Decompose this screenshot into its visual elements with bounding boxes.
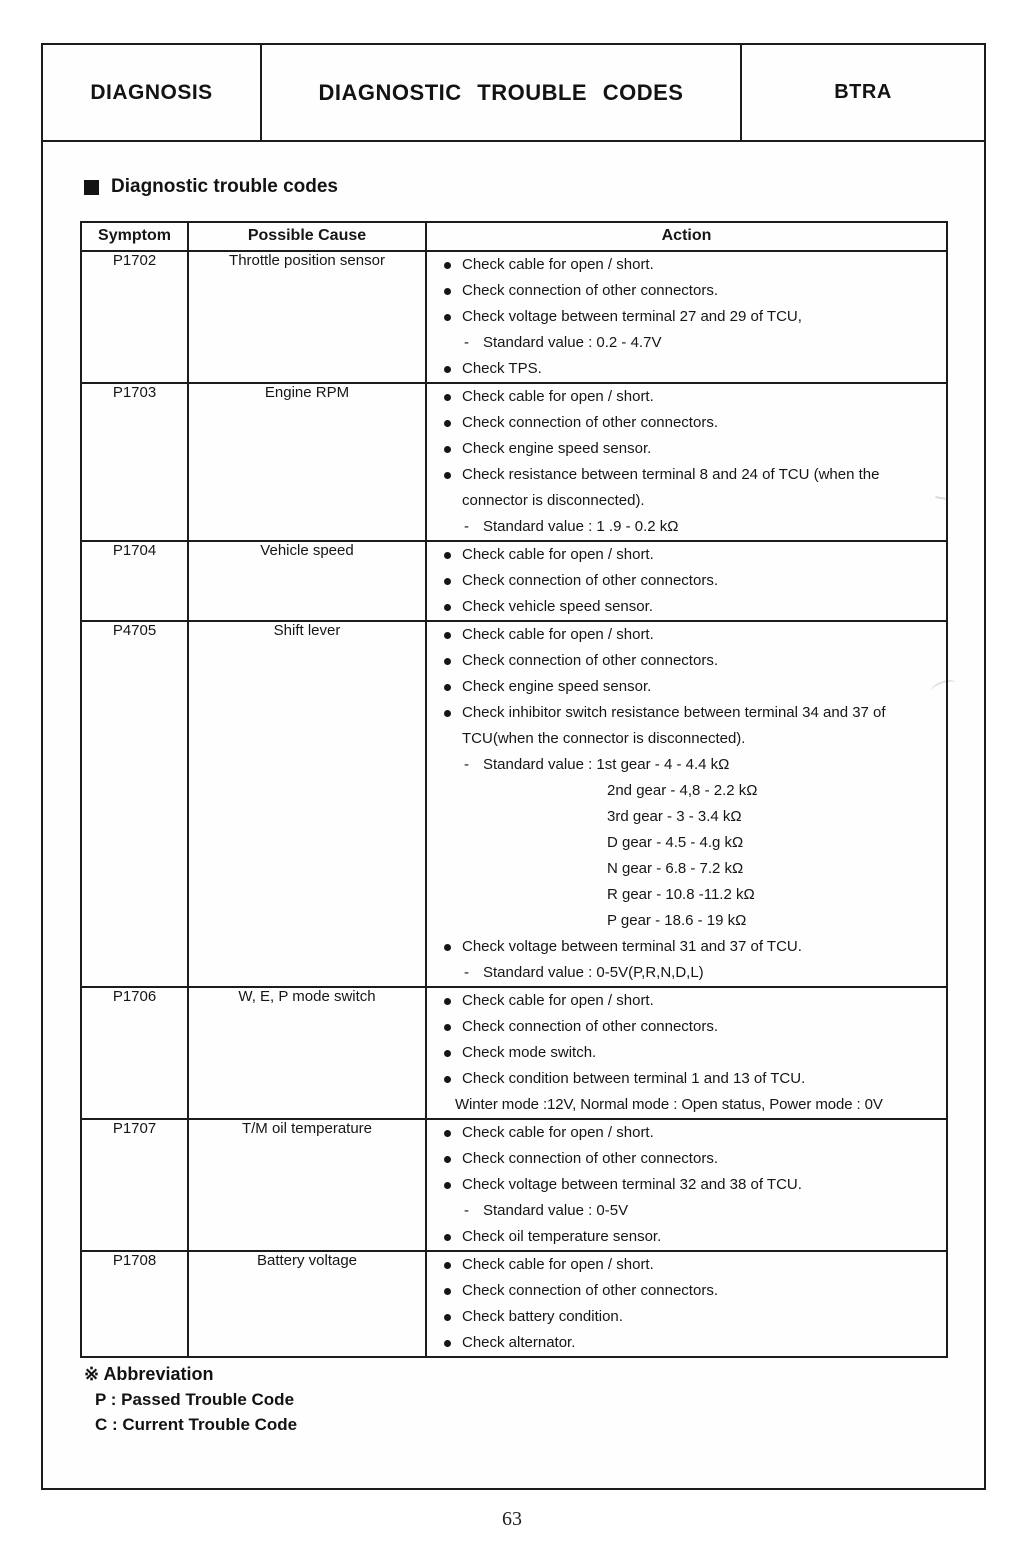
- action-line: [427, 252, 946, 278]
- action-line: [427, 410, 946, 436]
- action-line: [427, 856, 946, 882]
- action-text: Check connection of other connectors.: [462, 1282, 718, 1299]
- bullet-icon: [444, 552, 451, 559]
- action-text: Check cable for open / short.: [462, 546, 654, 563]
- action-cell: [426, 1119, 947, 1251]
- action-text: Check cable for open / short.: [462, 1124, 654, 1141]
- action-line: [427, 1224, 946, 1250]
- action-text: Check engine speed sensor.: [462, 440, 652, 457]
- action-line: [427, 330, 946, 356]
- action-text: Standard value : 1 .9 - 0.2 kΩ: [483, 518, 679, 535]
- action-text: 3rd gear - 3 - 3.4 kΩ: [607, 808, 742, 825]
- bullet-icon: [444, 394, 451, 401]
- bullet-icon: [444, 998, 451, 1005]
- bullet-icon: [444, 1288, 451, 1295]
- abbreviation-item: P : Passed Trouble Code: [95, 1390, 295, 1409]
- column-header-cause: Possible Cause: [188, 222, 426, 251]
- page-number: 63: [502, 1508, 522, 1530]
- table-header-row: [81, 222, 947, 251]
- bullet-icon: [444, 1076, 451, 1083]
- cause-cell: T/M oil temperature: [188, 1119, 426, 1251]
- symptom-cell: P4705: [81, 621, 188, 987]
- action-text: connector is disconnected).: [462, 492, 645, 509]
- action-line: [427, 488, 946, 514]
- action-line: [427, 752, 946, 778]
- action-text: Check engine speed sensor.: [462, 678, 652, 695]
- symptom-cell: P1707: [81, 1119, 188, 1251]
- action-line: [427, 648, 946, 674]
- bullet-icon: [444, 262, 451, 269]
- action-line: [427, 542, 946, 568]
- action-line: [427, 1252, 946, 1278]
- action-text: P gear - 18.6 - 19 kΩ: [607, 912, 747, 929]
- action-text: Winter mode :12V, Normal mode : Open status, Power mode : 0V: [455, 1096, 883, 1113]
- bullet-icon: [444, 420, 451, 427]
- bullet-icon: [444, 288, 451, 295]
- symptom-cell: P1704: [81, 541, 188, 621]
- action-line: [427, 384, 946, 410]
- cause-cell: W, E, P mode switch: [188, 987, 426, 1119]
- table-row: [81, 1119, 947, 1251]
- abbreviation-note: [84, 1362, 297, 1437]
- action-text: R gear - 10.8 -11.2 kΩ: [607, 886, 755, 903]
- action-text: Standard value : 0.2 - 4.7V: [483, 334, 662, 351]
- reference-mark-icon: ※: [84, 1364, 100, 1384]
- action-text: Check mode switch.: [462, 1044, 597, 1061]
- abbreviation-item: C : Current Trouble Code: [95, 1415, 298, 1434]
- dash-icon: -: [464, 518, 469, 535]
- bullet-icon: [444, 604, 451, 611]
- bullet-icon: [444, 1314, 451, 1321]
- action-line: [427, 356, 946, 382]
- band-chapter-title: DIAGNOSTIC TROUBLE CODES: [262, 45, 742, 140]
- action-text: Check oil temperature sensor.: [462, 1228, 662, 1245]
- action-cell: [426, 251, 947, 383]
- bullet-icon: [444, 366, 451, 373]
- action-text: Standard value : 1st gear - 4 - 4.4 kΩ: [483, 756, 730, 773]
- action-text: Check cable for open / short.: [462, 388, 654, 405]
- action-text: Check cable for open / short.: [462, 256, 654, 273]
- action-line: [427, 700, 946, 726]
- bullet-icon: [444, 446, 451, 453]
- action-cell: [426, 621, 947, 987]
- action-cell: [426, 541, 947, 621]
- dash-icon: -: [464, 756, 469, 773]
- cause-cell: Throttle position sensor: [188, 251, 426, 383]
- action-line: [427, 778, 946, 804]
- action-text: Check alternator.: [462, 1334, 576, 1351]
- bullet-icon: [444, 1234, 451, 1241]
- bullet-icon: [444, 632, 451, 639]
- action-line: [427, 1146, 946, 1172]
- bullet-icon: [444, 1156, 451, 1163]
- action-line: [427, 988, 946, 1014]
- cause-cell: Vehicle speed: [188, 541, 426, 621]
- action-line: [427, 908, 946, 934]
- action-text: Standard value : 0-5V: [483, 1202, 629, 1219]
- action-line: [427, 1066, 946, 1092]
- bullet-icon: [444, 1262, 451, 1269]
- action-text: Check cable for open / short.: [462, 992, 654, 1009]
- square-bullet-icon: [84, 180, 99, 195]
- action-line: [427, 568, 946, 594]
- action-line: [427, 830, 946, 856]
- band-section-title: DIAGNOSIS: [43, 45, 262, 140]
- bullet-icon: [444, 944, 451, 951]
- action-line: [427, 1172, 946, 1198]
- action-cell: [426, 383, 947, 541]
- action-line: [427, 1304, 946, 1330]
- bullet-icon: [444, 658, 451, 665]
- action-text: Check vehicle speed sensor.: [462, 598, 653, 615]
- action-text: Check connection of other connectors.: [462, 572, 718, 589]
- action-text: Check battery condition.: [462, 1308, 623, 1325]
- action-text: Check connection of other connectors.: [462, 1018, 718, 1035]
- action-cell: [426, 987, 947, 1119]
- cause-cell: Shift lever: [188, 621, 426, 987]
- action-text: Check TPS.: [462, 360, 542, 377]
- action-line: [427, 1278, 946, 1304]
- action-line: [427, 462, 946, 488]
- action-cell: [426, 1251, 947, 1357]
- action-line: [427, 960, 946, 986]
- symptom-cell: P1706: [81, 987, 188, 1119]
- bullet-icon: [444, 578, 451, 585]
- action-text: 2nd gear - 4,8 - 2.2 kΩ: [607, 782, 758, 799]
- action-text: Check connection of other connectors.: [462, 1150, 718, 1167]
- action-line: [427, 804, 946, 830]
- bullet-icon: [444, 1024, 451, 1031]
- table-row: [81, 621, 947, 987]
- action-text: Check voltage between terminal 31 and 37 of TCU.: [462, 938, 802, 955]
- action-line: [427, 1120, 946, 1146]
- action-line: [427, 674, 946, 700]
- action-line: [427, 594, 946, 620]
- band-model-code: BTRA: [834, 81, 892, 103]
- table-row: [81, 987, 947, 1119]
- action-text: Check connection of other connectors.: [462, 282, 718, 299]
- bullet-icon: [444, 1182, 451, 1189]
- action-line: [427, 1330, 946, 1356]
- action-line: [427, 726, 946, 752]
- symptom-cell: P1703: [81, 383, 188, 541]
- action-text: D gear - 4.5 - 4.g kΩ: [607, 834, 744, 851]
- title-band: [43, 45, 984, 142]
- bullet-icon: [444, 314, 451, 321]
- section-heading: [84, 176, 338, 198]
- column-header-symptom: Symptom: [81, 222, 188, 251]
- dtc-table: [80, 221, 948, 1358]
- bullet-icon: [444, 1130, 451, 1137]
- action-text: TCU(when the connector is disconnected).: [462, 730, 746, 747]
- action-line: [427, 436, 946, 462]
- action-text: N gear - 6.8 - 7.2 kΩ: [607, 860, 744, 877]
- table-row: [81, 541, 947, 621]
- action-text: Check inhibitor switch resistance between terminal 34 and 37 of: [462, 704, 886, 721]
- section-heading-label: Diagnostic trouble codes: [111, 176, 338, 197]
- table-row: [81, 383, 947, 541]
- action-line: [427, 882, 946, 908]
- action-text: Check resistance between terminal 8 and 24 of TCU (when the: [462, 466, 880, 483]
- action-text: Check cable for open / short.: [462, 626, 654, 643]
- action-text: Check connection of other connectors.: [462, 652, 718, 669]
- action-line: [427, 622, 946, 648]
- action-line: [427, 278, 946, 304]
- dtc-table-body: [81, 251, 947, 1357]
- column-header-action: Action: [426, 222, 947, 251]
- action-line: [427, 304, 946, 330]
- action-text: Check cable for open / short.: [462, 1256, 654, 1273]
- action-text: Check voltage between terminal 27 and 29 of TCU,: [462, 308, 802, 325]
- symptom-cell: P1708: [81, 1251, 188, 1357]
- table-row: [81, 1251, 947, 1357]
- action-text: Standard value : 0-5V(P,R,N,D,L): [483, 964, 704, 981]
- action-line: [427, 934, 946, 960]
- table-row: [81, 251, 947, 383]
- action-line: [427, 1198, 946, 1224]
- action-line: [427, 1014, 946, 1040]
- abbreviation-title: ※ Abbreviation: [84, 1364, 214, 1384]
- bullet-icon: [444, 472, 451, 479]
- action-text: Check voltage between terminal 32 and 38 of TCU.: [462, 1176, 802, 1193]
- dash-icon: -: [464, 964, 469, 981]
- dash-icon: -: [464, 334, 469, 351]
- action-text: Check condition between terminal 1 and 13 of TCU.: [462, 1070, 806, 1087]
- bullet-icon: [444, 684, 451, 691]
- action-line: [427, 1092, 946, 1118]
- action-line: [427, 514, 946, 540]
- bullet-icon: [444, 710, 451, 717]
- cause-cell: Battery voltage: [188, 1251, 426, 1357]
- cause-cell: Engine RPM: [188, 383, 426, 541]
- bullet-icon: [444, 1050, 451, 1057]
- action-text: Check connection of other connectors.: [462, 414, 718, 431]
- action-line: [427, 1040, 946, 1066]
- symptom-cell: P1702: [81, 251, 188, 383]
- bullet-icon: [444, 1340, 451, 1347]
- dash-icon: -: [464, 1202, 469, 1219]
